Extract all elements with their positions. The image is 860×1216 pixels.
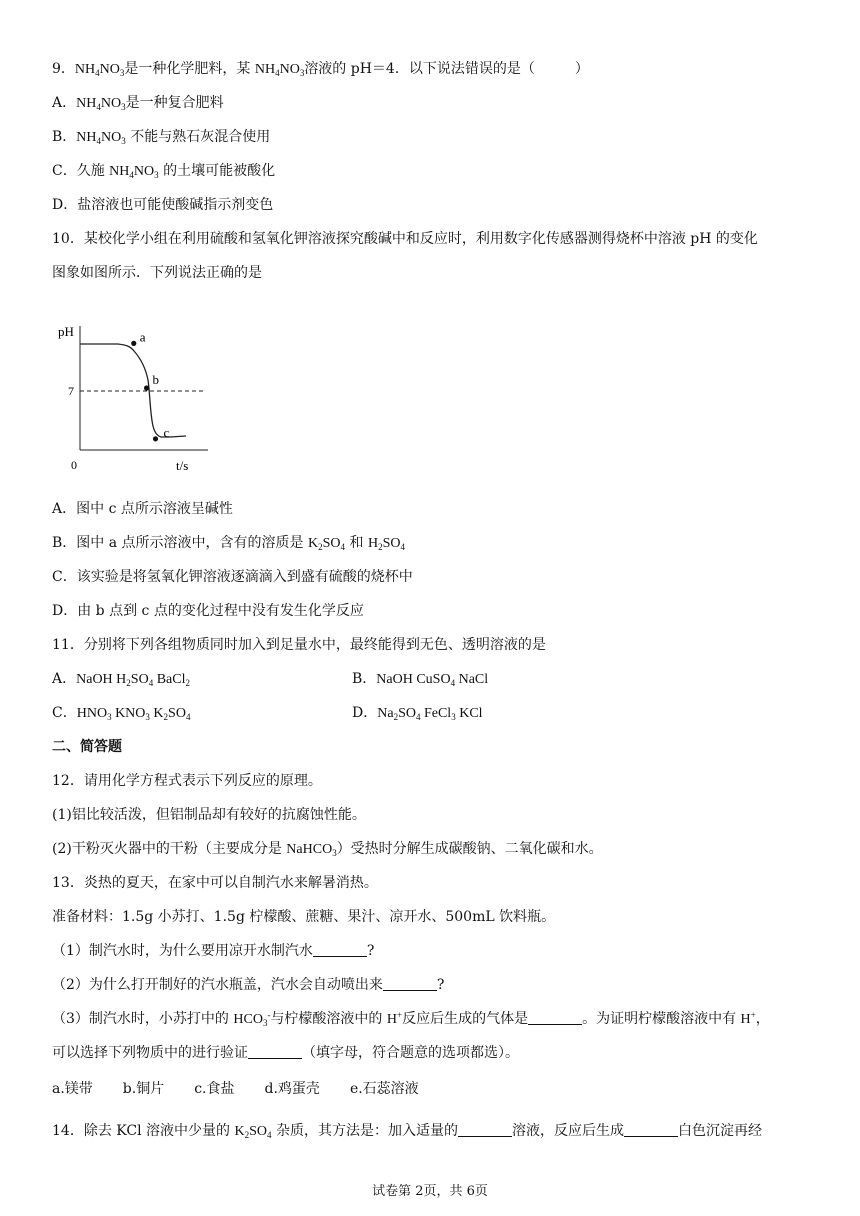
q14-blank-1[interactable] <box>458 1122 512 1137</box>
q13-stem: 13．炎热的夏天，在家中可以自制汽水来解暑消热。 <box>52 875 378 891</box>
q12-number: 12． <box>52 773 84 789</box>
q9-option-a[interactable]: A．$NH_4NO_3$是一种复合肥料 <box>52 95 224 112</box>
q12-stem: 12．请用化学方程式表示下列反应的原理。 <box>52 773 322 789</box>
q14-stem: 14．除去 KCl 溶液中少量的 $K_2SO_4$ 杂质，其方法是：加入适量的 溶液，反应后生成 白色沉淀再经 <box>52 1123 762 1140</box>
q9-option-b[interactable]: B．$NH_4NO_3$ 不能与熟石灰混合使用 <box>52 129 271 146</box>
ph-curve-chart <box>58 318 218 478</box>
q9-number: 9． <box>52 61 75 77</box>
q9-stem: 9．$NH_4NO_3$是一种化学肥料，某 $NH_4NO_3$溶液的 pH＝4．以下说法错误的是（ ） <box>52 61 589 78</box>
point-c <box>153 436 158 441</box>
point-label-a: a <box>139 329 146 345</box>
q13-part3-line1: （3）制汽水时，小苏打中的 $HCO_3^-$与柠檬酸溶液中的 H+反应后生成的气体是 。为证明柠檬酸溶液中有 H+， <box>52 1010 770 1028</box>
q11-option-d[interactable]: D．$Na_2SO_4$ FeCl$_3$ KCl <box>352 705 483 722</box>
q13-blank-1[interactable] <box>313 942 367 957</box>
y-tick-label-7: 7 <box>68 384 74 398</box>
y-axis-label: pH <box>58 324 74 339</box>
choice-c: c.食盐 <box>194 1081 235 1097</box>
q10-option-b[interactable]: B．图中 a 点所示溶液中，含有的溶质是 $K_2SO_4$ 和 $H_2SO_4$ <box>52 535 405 552</box>
q13-part2: （2）为什么打开制好的汽水瓶盖，汽水会自动喷出来 ? <box>52 977 445 993</box>
q9-option-d[interactable]: D．盐溶液也可能使酸碱指示剂变色 <box>52 197 274 213</box>
q10-option-d[interactable]: D．由 b 点到 c 点的变化过程中没有发生化学反应 <box>52 603 364 619</box>
q13-blank-4[interactable] <box>248 1044 302 1059</box>
q13-choices <box>52 1079 419 1099</box>
q13-part1: （1）制汽水时，为什么要用凉开水制汽水 ? <box>52 943 375 959</box>
choice-a: a.镁带 <box>52 1081 93 1097</box>
point-a <box>131 341 136 346</box>
q10-option-c[interactable]: C．该实验是将氢氧化钾溶液逐滴滴入到盛有硫酸的烧杯中 <box>52 569 413 585</box>
point-label-c: c <box>163 424 170 440</box>
q13-part3-line2: 可以选择下列物质中的进行验证 （填字母，符合题意的选项都选）。 <box>52 1045 519 1061</box>
q10-option-a[interactable]: A．图中 c 点所示溶液呈碱性 <box>52 501 233 517</box>
choice-b: b.铜片 <box>122 1081 165 1097</box>
q12-part2: (2)干粉灭火器中的干粉（主要成分是 NaHCO$_3$）受热时分解生成碳酸钠、二氧化碳和水。 <box>52 841 603 858</box>
q11-option-c[interactable]: C．$HNO_3$ $KNO_3$ $K_2SO_4$ <box>52 705 191 722</box>
q13-materials: 准备材料：1.5g 小苏打、1.5g 柠檬酸、蔗糖、果汁、凉开水、500mL 饮料瓶。 <box>52 909 556 925</box>
q13-number: 13． <box>52 875 84 891</box>
point-label-b: b <box>152 372 160 387</box>
q13-blank-2[interactable] <box>383 976 437 991</box>
x-axis-label: t/s <box>176 458 189 473</box>
q12-part1: (1)铝比较活泼，但铝制品却有较好的抗腐蚀性能。 <box>52 807 366 823</box>
page-footer: 试卷第 2页，共 6页 <box>372 1184 488 1199</box>
q13-blank-3[interactable] <box>528 1010 582 1025</box>
q11-number: 11． <box>52 637 84 653</box>
origin-tick-label: 0 <box>71 458 77 472</box>
q10-number: 10． <box>52 231 84 247</box>
choice-d: d.鸡蛋壳 <box>264 1081 320 1097</box>
q11-option-a[interactable]: A．NaOH $H_2SO_4$ BaCl$_2$ <box>52 671 190 688</box>
q10-stem-line2: 图象如图所示．下列说法正确的是 <box>52 265 262 281</box>
q14-blank-2[interactable] <box>624 1122 678 1137</box>
q11-option-b[interactable]: B．NaOH CuSO$_4$ NaCl <box>352 671 489 688</box>
q14-number: 14． <box>52 1123 84 1139</box>
q10-stem-line1: 10．某校化学小组在利用硫酸和氢氧化钾溶液探究酸碱中和反应时，利用数字化传感器测得烧杯中溶液 pH 的变化 <box>52 231 758 247</box>
point-markers <box>131 329 169 441</box>
point-b <box>144 385 149 390</box>
choice-e: e.石蕊溶液 <box>349 1081 419 1097</box>
q9-option-c[interactable]: C．久施 $NH_4NO_3$ 的土壤可能被酸化 <box>52 163 276 180</box>
section-heading: 二、简答题 <box>52 739 122 755</box>
q11-stem: 11．分别将下列各组物质同时加入到足量水中，最终能得到无色、透明溶液的是 <box>52 637 546 653</box>
